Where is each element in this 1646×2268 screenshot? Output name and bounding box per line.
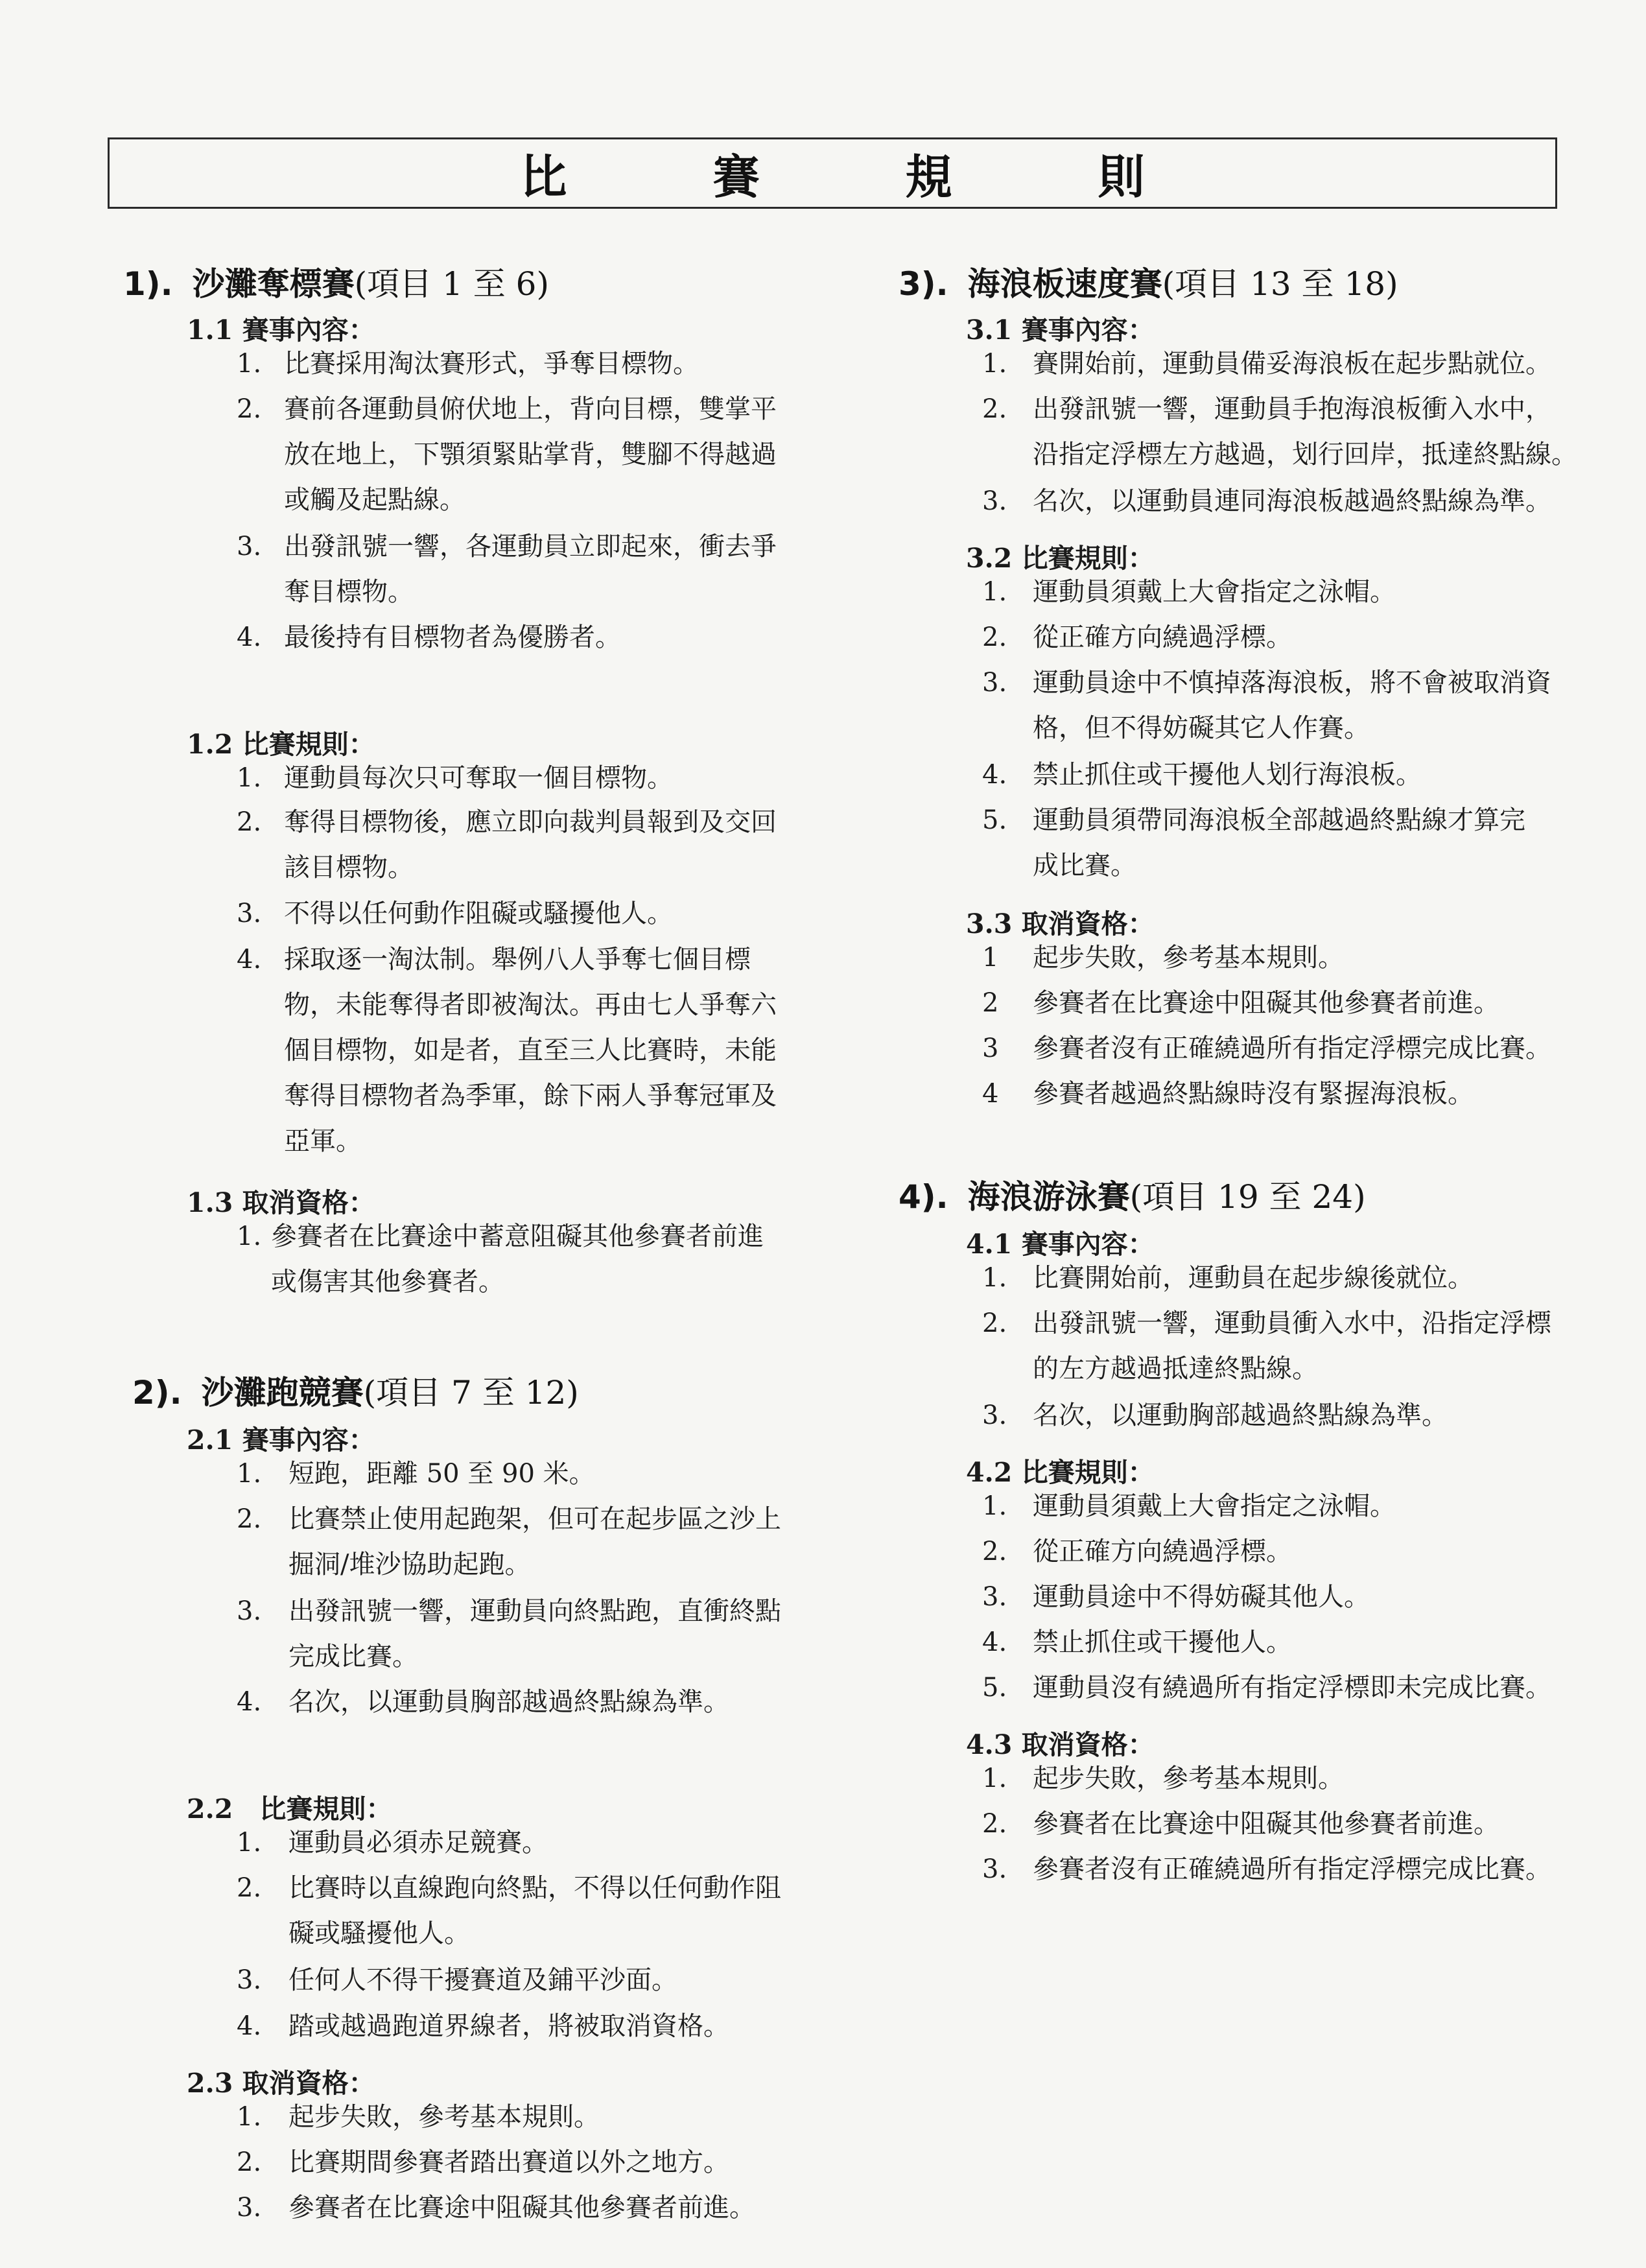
rule-text	[1033, 1071, 1474, 1116]
rule-number: 1.	[237, 763, 262, 793]
rule-number: 2.	[982, 1809, 1007, 1839]
rule-text-line: 比賽期間參賽者踏出賽道以外之地方。	[288, 2147, 729, 2177]
rule-text-line: 短跑，距離 50 至 90 米。	[288, 1459, 595, 1489]
rule-text-line: 沿指定浮標左方越過，划行回岸，抵達終點線。	[1033, 440, 1577, 469]
rule-number: 1.	[982, 577, 1007, 607]
rule-number: 1.	[237, 1222, 262, 1251]
rule-text-line: 最後持有目標物者為優勝者。	[284, 622, 621, 652]
rule-text	[1033, 1026, 1551, 1071]
rule-number: 2.	[982, 1537, 1007, 1566]
rule-number: 2.	[237, 807, 262, 837]
rule-text	[1033, 660, 1551, 751]
rule-number: 2.	[982, 1308, 1007, 1338]
rule-number: 2.	[237, 1504, 262, 1534]
rule-text	[1033, 980, 1499, 1026]
rule-text	[1033, 1393, 1448, 1438]
rule-text-line: 參賽者在比賽途中阻礙其他參賽者前進。	[288, 2193, 755, 2223]
rule-text	[284, 937, 777, 1164]
rule-number: 3.	[982, 1854, 1007, 1884]
rule-text-line: 任何人不得干擾賽道及鋪平沙面。	[288, 1965, 677, 1995]
section-title	[132, 1367, 579, 1413]
rule-number: 3.	[982, 1582, 1007, 1612]
section-range: (項目 1 至 6)	[354, 265, 549, 303]
rule-text	[284, 524, 777, 615]
rule-text	[1033, 1620, 1292, 1665]
rule-text	[1033, 1301, 1551, 1391]
subsection-heading: 1.2 比賽規則：	[187, 729, 375, 760]
rule-number: 3.	[237, 2193, 262, 2223]
rule-text	[1033, 615, 1292, 660]
rule-number: 3	[982, 1034, 999, 1063]
rule-text-line: 比賽開始前，運動員在起步線後就位。	[1033, 1263, 1474, 1293]
rule-text-line: 參賽者在比賽途中阻礙其他參賽者前進。	[1033, 1809, 1499, 1839]
rule-text	[1033, 1847, 1551, 1892]
subsection-heading: 1.1 賽事內容：	[187, 314, 375, 346]
rule-text-line: 出發訊號一響，運動員向終點跑，直衝終點	[288, 1596, 781, 1626]
rule-text	[1033, 478, 1551, 524]
section-name: 海浪游泳賽	[967, 1177, 1130, 1216]
rule-number: 3.	[237, 899, 262, 928]
rule-number: 2.	[237, 2147, 262, 2177]
rule-number: 5.	[982, 1673, 1007, 1703]
rule-text	[1033, 569, 1396, 615]
rule-number: 1.	[237, 349, 262, 379]
rule-text-line: 參賽者在比賽途中阻礙其他參賽者前進。	[1033, 988, 1499, 1018]
rule-number: 1.	[237, 2102, 262, 2132]
rule-text-line: 放在地上，下顎須緊貼掌背，雙腳不得越過	[284, 440, 777, 469]
page-title: 比 賽 規 則	[520, 149, 1210, 204]
rule-text-line: 參賽者越過終點線時沒有緊握海浪板。	[1033, 1079, 1474, 1109]
rule-text-line: 參賽者沒有正確繞過所有指定浮標完成比賽。	[1033, 1854, 1551, 1884]
rule-text-line: 名次，以運動員胸部越過終點線為準。	[288, 1687, 729, 1717]
subsection-heading: 1.3 取消資格：	[187, 1187, 375, 1218]
subsection-heading: 2.1 賽事內容：	[187, 1424, 375, 1456]
rule-text-line: 比賽時以直線跑向終點，不得以任何動作阻	[288, 1873, 781, 1903]
rule-text	[271, 1214, 764, 1305]
rule-number: 1.	[237, 1828, 262, 1858]
rule-text-line: 踏或越過跑道界線者，將被取消資格。	[288, 2011, 729, 2041]
rule-text-line: 完成比賽。	[288, 1642, 418, 1671]
rule-text-line: 不得以任何動作阻礙或騷擾他人。	[284, 899, 673, 928]
rule-text-line: 掘洞/堆沙協助起跑。	[288, 1550, 531, 1579]
subsection-heading: 4.3 取消資格：	[966, 1729, 1155, 1760]
rule-text-line: 運動員須帶同海浪板全部越過終點線才算完	[1033, 805, 1525, 835]
rule-text-line: 礙或騷擾他人。	[288, 1919, 470, 1948]
subsection-heading: 3.1 賽事內容：	[966, 314, 1155, 346]
rule-text-line: 的左方越過抵達終點線。	[1033, 1354, 1318, 1384]
subsection-heading: 4.2 比賽規則：	[966, 1457, 1155, 1488]
rule-number: 4.	[982, 1627, 1007, 1657]
rule-text-line: 出發訊號一響，各運動員立即起來，衝去爭	[284, 532, 777, 561]
rule-text-line: 亞軍。	[284, 1126, 362, 1156]
rule-text	[288, 1957, 677, 2003]
section-range: (項目 7 至 12)	[363, 1374, 579, 1412]
rule-text	[288, 1589, 781, 1679]
rule-text-line: 格，但不得妨礙其它人作賽。	[1033, 713, 1370, 743]
rule-number: 4.	[237, 622, 262, 652]
rule-text-line: 或觸及起點線。	[284, 485, 465, 515]
section-number: 2).	[132, 1374, 182, 1412]
rule-text	[284, 386, 777, 523]
section-number: 3).	[899, 265, 948, 303]
rule-text	[284, 615, 621, 660]
rule-number: 1.	[982, 349, 1007, 379]
rule-text	[1033, 1665, 1551, 1710]
section-name: 沙灘奪標賽	[192, 265, 355, 303]
rule-text	[1033, 386, 1577, 477]
rule-number: 2.	[237, 394, 262, 424]
rule-text-line: 賽前各運動員俯伏地上，背向目標，雙掌平	[284, 394, 777, 424]
rule-text-line: 名次，以運動胸部越過終點線為準。	[1033, 1400, 1448, 1430]
rule-text-line: 或傷害其他參賽者。	[271, 1267, 504, 1297]
rule-number: 4.	[237, 2011, 262, 2041]
rule-text-line: 物，未能奪得者即被淘汰。再由七人爭奪六	[284, 990, 777, 1020]
subsection-heading: 3.2 比賽規則：	[966, 543, 1155, 574]
rule-text-line: 比賽禁止使用起跑架，但可在起步區之沙上	[288, 1504, 781, 1534]
section-range: (項目 13 至 18)	[1162, 265, 1398, 303]
rule-text	[1033, 1529, 1292, 1574]
rule-text-line: 起步失敗，參考基本規則。	[288, 2102, 600, 2132]
rule-text	[284, 891, 673, 936]
title-box	[108, 137, 1557, 209]
rule-number: 4.	[982, 760, 1007, 790]
rule-number: 4	[982, 1079, 999, 1109]
rule-text-line: 採取逐一淘汰制。舉例八人爭奪七個目標	[284, 945, 751, 975]
rule-number: 2.	[237, 1873, 262, 1903]
rule-text	[288, 1679, 729, 1725]
rule-text-line: 從正確方向繞過浮標。	[1033, 622, 1292, 652]
section-title	[899, 1171, 1366, 1218]
rule-text	[288, 1451, 595, 1496]
rule-text	[288, 2185, 755, 2230]
rule-text	[288, 2140, 729, 2185]
rule-number: 3.	[237, 1965, 262, 1995]
rule-text-line: 運動員每次只可奪取一個目標物。	[284, 763, 673, 793]
rule-text	[1033, 341, 1551, 386]
rule-text-line: 從正確方向繞過浮標。	[1033, 1537, 1292, 1566]
rule-text-line: 起步失敗，參考基本規則。	[1033, 943, 1344, 973]
rule-text	[1033, 1756, 1344, 1801]
rule-number: 3.	[237, 532, 262, 561]
rule-text	[1033, 752, 1422, 797]
rule-number: 1.	[982, 1263, 1007, 1293]
rule-number: 3.	[982, 1400, 1007, 1430]
rule-text-line: 賽開始前，運動員備妥海浪板在起步點就位。	[1033, 349, 1551, 379]
section-number: 4).	[899, 1178, 948, 1216]
rule-text	[288, 1820, 548, 1865]
rule-text	[1033, 1574, 1370, 1620]
rule-text	[1033, 1255, 1474, 1301]
rule-text-line: 運動員沒有繞過所有指定浮標即未完成比賽。	[1033, 1673, 1551, 1703]
rule-number: 1.	[237, 1459, 262, 1489]
rule-text-line: 起步失敗，參考基本規則。	[1033, 1764, 1344, 1793]
section-title	[123, 258, 549, 305]
rule-text	[284, 755, 673, 801]
rule-text	[1033, 1801, 1499, 1847]
subsection-heading: 2.2 比賽規則：	[187, 1793, 393, 1825]
rule-text	[288, 1865, 781, 1956]
rule-number: 4.	[237, 945, 262, 975]
rule-text	[284, 341, 699, 386]
rule-number: 2.	[982, 622, 1007, 652]
rule-text-line: 名次，以運動員連同海浪板越過終點線為準。	[1033, 486, 1551, 516]
rule-text-line: 出發訊號一響，運動員手抱海浪板衝入水中，	[1033, 394, 1551, 424]
rule-text-line: 比賽採用淘汰賽形式，爭奪目標物。	[284, 349, 699, 379]
rule-text-line: 運動員須戴上大會指定之泳帽。	[1033, 577, 1396, 607]
rule-text	[284, 799, 777, 890]
rule-text-line: 運動員必須赤足競賽。	[288, 1828, 548, 1858]
section-number: 1).	[123, 265, 173, 303]
rule-number: 3.	[982, 668, 1007, 698]
rule-number: 2.	[982, 394, 1007, 424]
rule-number: 4.	[237, 1687, 262, 1717]
subsection-heading: 3.3 取消資格：	[966, 908, 1155, 939]
rule-text-line: 運動員須戴上大會指定之泳帽。	[1033, 1491, 1396, 1521]
rule-text	[1033, 1483, 1396, 1529]
rule-text-line: 運動員途中不得妨礙其他人。	[1033, 1582, 1370, 1612]
rule-text-line: 奪得目標物者為季軍，餘下兩人爭奪冠軍及	[284, 1081, 777, 1111]
rule-text-line: 該目標物。	[284, 853, 414, 882]
rule-text-line: 個目標物，如是者，直至三人比賽時，未能	[284, 1035, 777, 1065]
section-range: (項目 19 至 24)	[1129, 1178, 1366, 1216]
rule-text-line: 奪目標物。	[284, 577, 414, 607]
rule-text	[288, 1496, 781, 1587]
rule-number: 3.	[237, 1596, 262, 1626]
section-name: 沙灘跑競賽	[201, 1373, 364, 1412]
rule-text	[1033, 935, 1344, 980]
rule-number: 5.	[982, 805, 1007, 835]
rule-number: 3.	[982, 486, 1007, 516]
rule-number: 1.	[982, 1764, 1007, 1793]
subsection-heading: 2.3 取消資格：	[187, 2068, 375, 2099]
rule-text-line: 禁止抓住或干擾他人。	[1033, 1627, 1292, 1657]
rule-text-line: 參賽者在比賽途中蓄意阻礙其他參賽者前進	[271, 1222, 764, 1251]
rule-text-line: 出發訊號一響，運動員衝入水中，沿指定浮標	[1033, 1308, 1551, 1338]
rule-text-line: 禁止抓住或干擾他人划行海浪板。	[1033, 760, 1422, 790]
rule-text-line: 成比賽。	[1033, 851, 1136, 880]
rule-text-line: 奪得目標物後，應立即向裁判員報到及交回	[284, 807, 777, 837]
rule-text-line: 參賽者沒有正確繞過所有指定浮標完成比賽。	[1033, 1034, 1551, 1063]
rule-text	[288, 2003, 729, 2049]
rule-text-line: 運動員途中不慎掉落海浪板，將不會被取消資	[1033, 668, 1551, 698]
section-name: 海浪板速度賽	[967, 265, 1162, 303]
section-title	[899, 258, 1398, 305]
rule-text	[288, 2094, 600, 2140]
rule-number: 2	[982, 988, 999, 1018]
rule-number: 1.	[982, 1491, 1007, 1521]
rule-number: 1	[982, 943, 999, 973]
subsection-heading: 4.1 賽事內容：	[966, 1229, 1155, 1260]
rule-text	[1033, 797, 1525, 888]
